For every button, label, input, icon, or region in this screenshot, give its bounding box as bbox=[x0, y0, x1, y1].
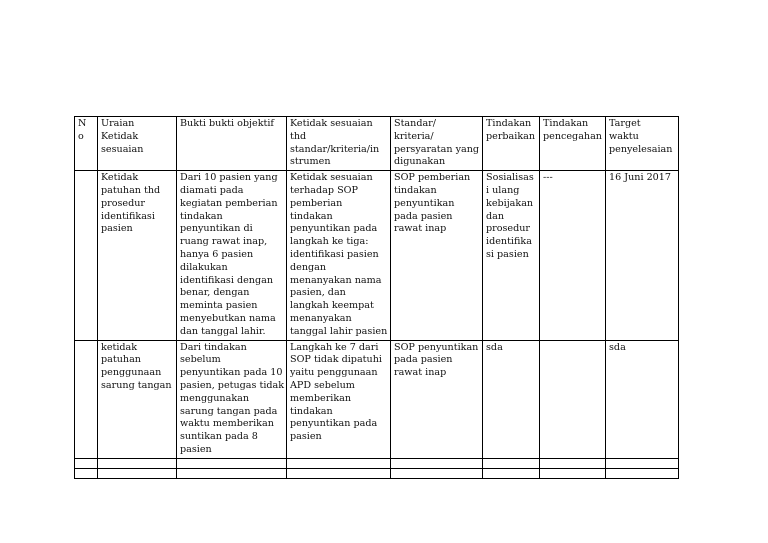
cell-text-line: penyelesaian bbox=[609, 143, 673, 155]
cell-text-line: Dari 10 pasien yang bbox=[180, 172, 278, 184]
cell-text-line: perbaikan bbox=[486, 130, 536, 142]
cell-text-line: Langkah ke 7 dari bbox=[290, 341, 379, 353]
cell-text-line: rawat inap bbox=[394, 223, 447, 235]
empty-cell bbox=[98, 468, 177, 478]
cell-text-line: Target bbox=[609, 118, 641, 129]
empty-cell bbox=[287, 458, 391, 468]
empty-cell bbox=[391, 468, 483, 478]
cell-text-line: benar, dengan bbox=[180, 287, 250, 299]
cell-text-line: identifika bbox=[486, 236, 532, 248]
empty-cell bbox=[177, 468, 287, 478]
cell-text-line: Tindakan bbox=[543, 118, 589, 129]
cell-bukti-objektif bbox=[177, 340, 287, 458]
nonconformity-table bbox=[74, 116, 679, 479]
cell-text-line: sarung tangan pada bbox=[180, 405, 278, 417]
cell-text-line: pemberian bbox=[290, 197, 343, 209]
empty-cell bbox=[75, 458, 98, 468]
cell-text-line: langkah keempat bbox=[290, 300, 374, 312]
empty-cell bbox=[606, 468, 679, 478]
cell-text-line: diamati pada bbox=[180, 184, 244, 196]
cell-text-line: terhadap SOP bbox=[290, 184, 358, 196]
cell-text-line: digunakan bbox=[394, 156, 446, 168]
cell-standar bbox=[391, 171, 483, 340]
cell-text-line: i ulang bbox=[486, 184, 520, 196]
cell-uraian bbox=[98, 171, 177, 340]
cell-text-line: Ketidak bbox=[101, 130, 139, 142]
cell-text-line: Bukti bukti objektif bbox=[180, 118, 274, 129]
cell-text-line: meminta pasien bbox=[180, 300, 258, 312]
cell-text-line: ruang rawat inap, bbox=[180, 236, 268, 248]
cell-text-line: Ketidak sesuaian bbox=[290, 172, 373, 184]
cell-tindakan-perbaikan bbox=[483, 171, 540, 340]
table-header-row bbox=[75, 117, 679, 171]
cell-text-line: Ketidak sesuaian bbox=[290, 118, 373, 129]
cell-text-line: sda bbox=[609, 341, 626, 353]
cell-text-line: prosedur bbox=[486, 223, 531, 235]
cell-text-line: pencegahan bbox=[543, 130, 602, 142]
cell-text-line: ketidak bbox=[101, 341, 138, 353]
cell-text-line: sebelum bbox=[180, 354, 221, 366]
cell-text-line: persyaratan yang bbox=[394, 143, 480, 155]
empty-cell bbox=[98, 458, 177, 468]
cell-text-line: dan tanggal lahir. bbox=[180, 325, 266, 337]
cell-text-line: si pasien bbox=[486, 248, 529, 260]
cell-uraian bbox=[98, 340, 177, 458]
cell-text-line: identifikasi bbox=[101, 210, 155, 222]
cell-text-line: Sosialisas bbox=[486, 172, 534, 184]
header-tindakan-pencegahan bbox=[540, 117, 606, 171]
cell-text-line: penyuntikan pada bbox=[290, 418, 378, 430]
cell-text-line: identifikasi pasien bbox=[290, 248, 379, 260]
cell-text-line: pasien bbox=[101, 223, 133, 235]
cell-text-line: Standar/ bbox=[394, 118, 437, 129]
cell-text-line: Dari tindakan bbox=[180, 341, 247, 353]
cell-text-line: yaitu penggunaan bbox=[290, 367, 378, 379]
cell-text-line: pasien bbox=[180, 443, 212, 455]
cell-text-line: prosedur bbox=[101, 197, 146, 209]
cell-text-line: standar/kriteria/in bbox=[290, 143, 380, 155]
header-no: N o bbox=[75, 117, 98, 171]
cell-text-line: Tindakan bbox=[486, 118, 532, 129]
cell-text-line: thd bbox=[290, 130, 307, 142]
cell-text-line: pasien, dan bbox=[290, 287, 346, 299]
cell-text-line: dengan bbox=[290, 261, 327, 273]
cell-text-line: menyebutkan nama bbox=[180, 312, 276, 324]
cell-text-line: langkah ke tiga: bbox=[290, 236, 369, 248]
empty-table-row bbox=[75, 458, 679, 468]
cell-text-line: rawat inap bbox=[394, 367, 447, 379]
header-target-waktu bbox=[606, 117, 679, 171]
cell-text-line: penyuntikan pada bbox=[290, 223, 378, 235]
cell-standar bbox=[391, 340, 483, 458]
empty-cell bbox=[75, 468, 98, 478]
cell-text-line: kebijakan bbox=[486, 197, 534, 209]
cell-text-line: Ketidak bbox=[101, 172, 139, 184]
cell-text-line: dilakukan bbox=[180, 261, 228, 273]
cell-text-line: pada pasien bbox=[394, 354, 453, 366]
cell-text-line: waktu bbox=[609, 130, 639, 142]
cell-text-line: menggunakan bbox=[180, 392, 250, 404]
cell-ketidaksesuaian bbox=[287, 340, 391, 458]
cell-text-line: tindakan bbox=[180, 210, 223, 222]
cell-text-line: strumen bbox=[290, 156, 331, 168]
empty-cell bbox=[177, 458, 287, 468]
cell-text-line: waktu memberikan bbox=[180, 418, 274, 430]
cell-text-line: sarung tangan bbox=[101, 379, 172, 391]
cell-text-line: identifikasi dengan bbox=[180, 274, 274, 286]
cell-text-line: penyuntikan bbox=[394, 197, 455, 209]
cell-bukti-objektif bbox=[177, 171, 287, 340]
cell-text-line: penggunaan bbox=[101, 367, 162, 379]
cell-text-line: penyuntikan di bbox=[180, 223, 253, 235]
cell-tindakan-pencegahan bbox=[540, 340, 606, 458]
cell-text-line: menanyakan nama bbox=[290, 274, 382, 286]
cell-text-line: patuhan bbox=[101, 354, 141, 366]
cell-text-line: tanggal lahir pasien bbox=[290, 325, 388, 337]
cell-text-line: tindakan bbox=[394, 184, 437, 196]
cell-text-line: SOP penyuntikan bbox=[394, 341, 479, 353]
cell-text-line: menanyakan bbox=[290, 312, 352, 324]
empty-cell bbox=[540, 468, 606, 478]
cell-text-line: 16 Juni 2017 bbox=[609, 172, 671, 184]
table-row bbox=[75, 171, 679, 340]
header-standar bbox=[391, 117, 483, 171]
cell-text-line: memberikan bbox=[290, 392, 352, 404]
header-tindakan-perbaikan bbox=[483, 117, 540, 171]
cell-text-line: dan bbox=[486, 210, 505, 222]
cell-tindakan-pencegahan bbox=[540, 171, 606, 340]
cell-text-line: pada pasien bbox=[394, 210, 453, 222]
cell-text-line: tindakan bbox=[290, 210, 333, 222]
empty-table-row bbox=[75, 468, 679, 478]
empty-cell bbox=[540, 458, 606, 468]
cell-text-line: pasien bbox=[290, 431, 322, 443]
cell-text-line: APD sebelum bbox=[290, 379, 355, 391]
cell-target-waktu bbox=[606, 171, 679, 340]
cell-text-line: sesuaian bbox=[101, 143, 144, 155]
header-ketidaksesuaian bbox=[287, 117, 391, 171]
cell-text-line: tindakan bbox=[290, 405, 333, 417]
cell-target-waktu bbox=[606, 340, 679, 458]
empty-cell bbox=[483, 468, 540, 478]
cell-no bbox=[75, 340, 98, 458]
header-bukti-objektif bbox=[177, 117, 287, 171]
cell-text-line: penyuntikan pada 10 bbox=[180, 367, 283, 379]
empty-cell bbox=[606, 458, 679, 468]
cell-text-line: SOP tidak dipatuhi bbox=[290, 354, 382, 366]
empty-cell bbox=[287, 468, 391, 478]
cell-text-line: kegiatan pemberian bbox=[180, 197, 278, 209]
cell-tindakan-perbaikan bbox=[483, 340, 540, 458]
cell-no bbox=[75, 171, 98, 340]
cell-text-line: --- bbox=[543, 172, 553, 184]
cell-text-line: patuhan thd bbox=[101, 184, 161, 196]
cell-text-line: sda bbox=[486, 341, 503, 353]
empty-cell bbox=[483, 458, 540, 468]
cell-text-line: SOP pemberian bbox=[394, 172, 471, 184]
cell-ketidaksesuaian bbox=[287, 171, 391, 340]
empty-cell bbox=[391, 458, 483, 468]
cell-text-line: suntikan pada 8 bbox=[180, 431, 258, 443]
cell-text-line: pasien, petugas tidak bbox=[180, 379, 285, 391]
cell-text-line: kriteria/ bbox=[394, 130, 434, 142]
header-uraian bbox=[98, 117, 177, 171]
table-row bbox=[75, 340, 679, 458]
cell-text-line: Uraian bbox=[101, 118, 135, 129]
cell-text-line: hanya 6 pasien bbox=[180, 248, 254, 260]
